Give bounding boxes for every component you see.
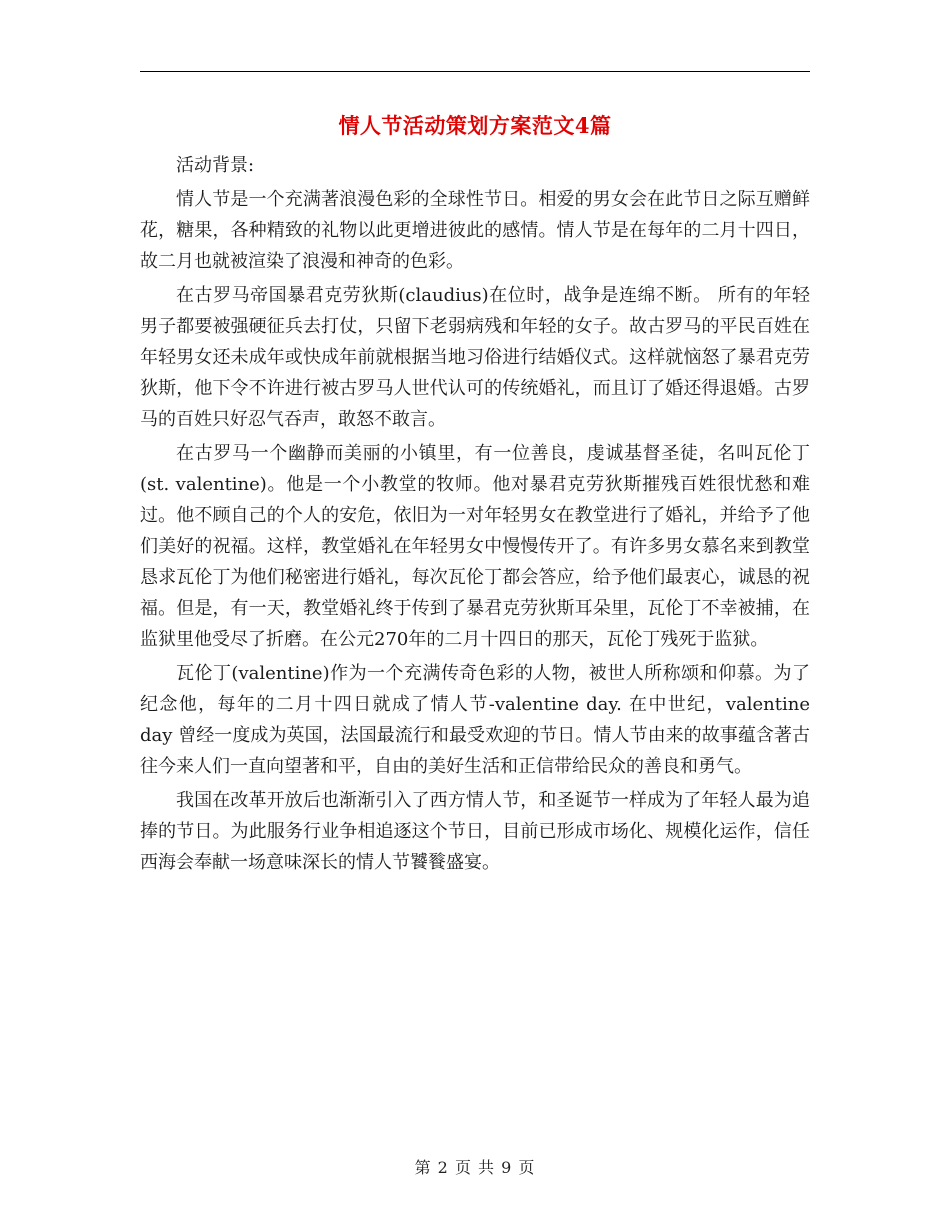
paragraph: 我国在改革开放后也渐渐引入了西方情人节，和圣诞节一样成为了年轻人最为追捧的节日。为此服务行业争相追逐这个节日，目前已形成市场化、规模化运作，信任西海会奉献一场意味深长的情人节饕餮盛宴。 bbox=[140, 790, 810, 873]
paragraph: 在古罗马一个幽静而美丽的小镇里，有一位善良，虔诚基督圣徒，名叫瓦伦丁(st. valentine)。他是一个小教堂的牧师。他对暴君克劳狄斯摧残百姓很忧愁和难过。他不顾自己的个人的安危，依旧为一对年轻男女在教堂进行了婚礼，并给予了他们美好的祝福。这样，教堂婚礼在年轻男女中慢慢传开了。有许多男女慕名来到教堂恳求瓦伦丁为他们秘密进行婚礼，每次瓦伦丁都会答应，给予他们最衷心，诚恳的祝福。但是，有一天，教堂婚礼终于传到了暴君克劳狄斯耳朵里，瓦伦丁不幸被捕，在监狱里他受尽了折磨。在公元270年的二月十四日的那天，瓦伦丁残死于监狱。 bbox=[140, 443, 810, 650]
paragraph-background-heading: 活动背景: bbox=[176, 155, 255, 176]
paragraph: 情人节是一个充满著浪漫色彩的全球性节日。相爱的男女会在此节日之际互赠鲜花，糖果，各种精致的礼物以此更增进彼此的感情。情人节是在每年的二月十四日，故二月也就被渲染了浪漫和神奇的色彩。 bbox=[140, 189, 810, 272]
paragraph: 在古罗马帝国暴君克劳狄斯(claudius)在位时，战争是连绵不断。 所有的年轻男子都要被强硬征兵去打仗，只留下老弱病残和年轻的女子。故古罗马的平民百姓在年轻男女还未成年或快成年前就根据当地习俗进行结婚仪式。这样就恼怒了暴君克劳狄斯，他下令不许进行被古罗马人世代认可的传统婚礼，而且订了婚还得退婚。古罗马的百姓只好忍气吞声，敢怒不敢言。 bbox=[140, 285, 810, 430]
header-divider bbox=[140, 71, 810, 72]
paragraph: 瓦伦丁(valentine)作为一个充满传奇色彩的人物，被世人所称颂和仰慕。为了纪念他，每年的二月十四日就成了情人节-valentine day. 在中世纪，valentine day 曾经一度成为英国，法国最流行和最受欢迎的节日。情人节由来的故事蕴含著古往今来人们一直向望著和平，自由的美好生活和正信带给民众的善良和勇气。 bbox=[140, 663, 810, 777]
document-title: 情人节活动策划方案范文4篇 bbox=[338, 113, 612, 138]
document-body bbox=[140, 150, 810, 881]
page-number-footer: 第 2 页 共 9 页 bbox=[414, 1158, 536, 1177]
